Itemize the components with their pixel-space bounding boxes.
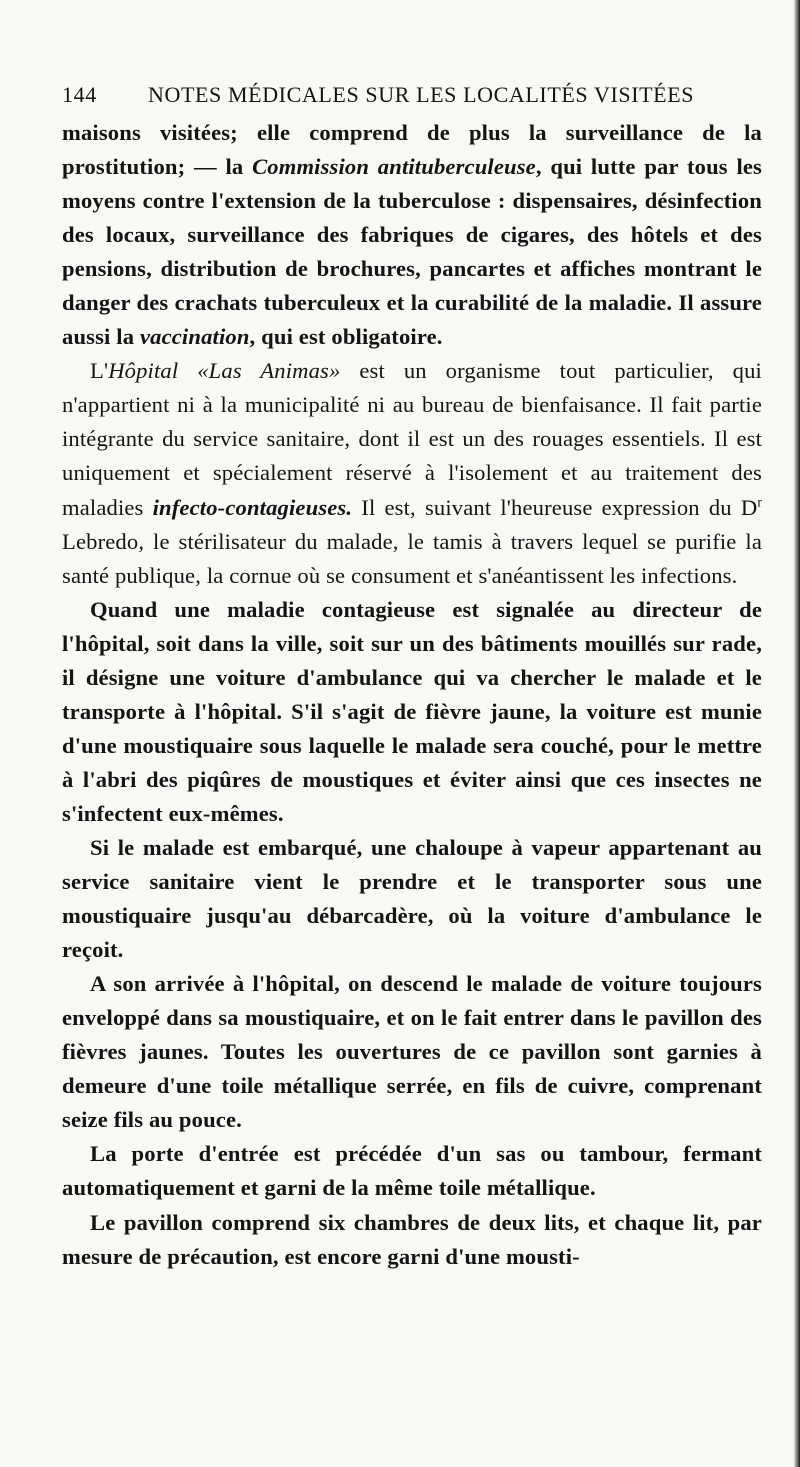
p2-emphasis-infecto: infecto-contagieuses. [152,494,353,520]
running-header [62,82,702,112]
paragraph-1 [62,116,762,354]
p1-text-c: , qui lutte par tous les moyens contre l'extension de la tuberculose : dispensaires, désinfection des locaux, surveillance des fabriques de cigares, des hôtels et des pensions, distribution de brochures, pancartes et affiches montrant le danger des crachats tuberculeux et la curabilité de la maladie. Il assure aussi la [62,154,762,350]
p2-superscript: r [757,493,762,509]
p2-emphasis-hopital: Hôpital «Las Animas» [108,358,341,384]
running-title: NOTES MÉDICALES SUR LES LOCALITÉS VISITÉES [148,82,695,107]
paragraph-7: Le pavillon comprend six chambres de deux lits, et chaque lit, par mesure de précaution, est encore garni d'une mousti- [62,1209,762,1269]
p1-text-a: maisons visitées; elle comprend de plus la surveillance de la prostitution; — la [62,120,762,180]
page-edge-shadow [794,0,800,1467]
paragraph-3: Quand une maladie contagieuse est signalée au directeur de l'hôpital, soit dans la ville, soit sur un des bâtiments mouillés sur rade, il désigne une voiture d'ambulance qui va chercher le malade et le transporte à l'hôpital. S'il s'agit de fièvre jaune, la voiture est munie d'une moustiquaire sous laquelle le malade sera couché, pour le mettre à l'abri des piqûres de moustiques et éviter ainsi que ces insectes ne s'infectent eux-mêmes. [62,596,762,826]
paragraph-6: La porte d'entrée est précédée d'un sas ou tambour, fermant automatiquement et garni de la même toile métallique. [62,1141,762,1201]
paragraph-2 [62,354,762,592]
p2-text-c: est un organisme tout particulier, qui n'appartient ni à la municipalité ni au bureau de bienfaisance. Il fait partie intégrante du service sanitaire, dont il est un des rouages essentiels. Il est uniquement et spécialement réservé à l'isolement et au traitement des maladies [62,358,762,520]
body-text [62,116,762,1274]
paragraph-4: Si le malade est embarqué, une chaloupe à vapeur appartenant au service sanitaire vient le prendre et le transporter sous une moustiquaire jusqu'au débarcadère, où la voiture d'ambulance le reçoit. [62,834,762,963]
p2-text-g: Lebredo, le stérilisateur du malade, le tamis à travers lequel se purifie la santé publique, la cornue où se consument et s'anéantissent les infections. [62,528,762,588]
p1-emphasis-commission: Commission antituberculeuse [252,154,536,180]
p1-emphasis-vaccination: vaccination [139,324,250,350]
page-number: 144 [62,82,97,107]
p1-text-e: , qui est obligatoire. [249,324,443,350]
p2-text-a: L' [90,358,109,384]
p2-text-e: Il est, suivant l'heureuse expression du D [352,494,758,520]
paragraph-5: A son arrivée à l'hôpital, on descend le malade de voiture toujours enveloppé dans sa moustiquaire, et on le fait entrer dans le pavillon des fièvres jaunes. Toutes les ouvertures de ce pavillon sont garnies à demeure d'une toile métallique serrée, en fils de cuivre, comprenant seize fils au pouce. [62,971,762,1133]
